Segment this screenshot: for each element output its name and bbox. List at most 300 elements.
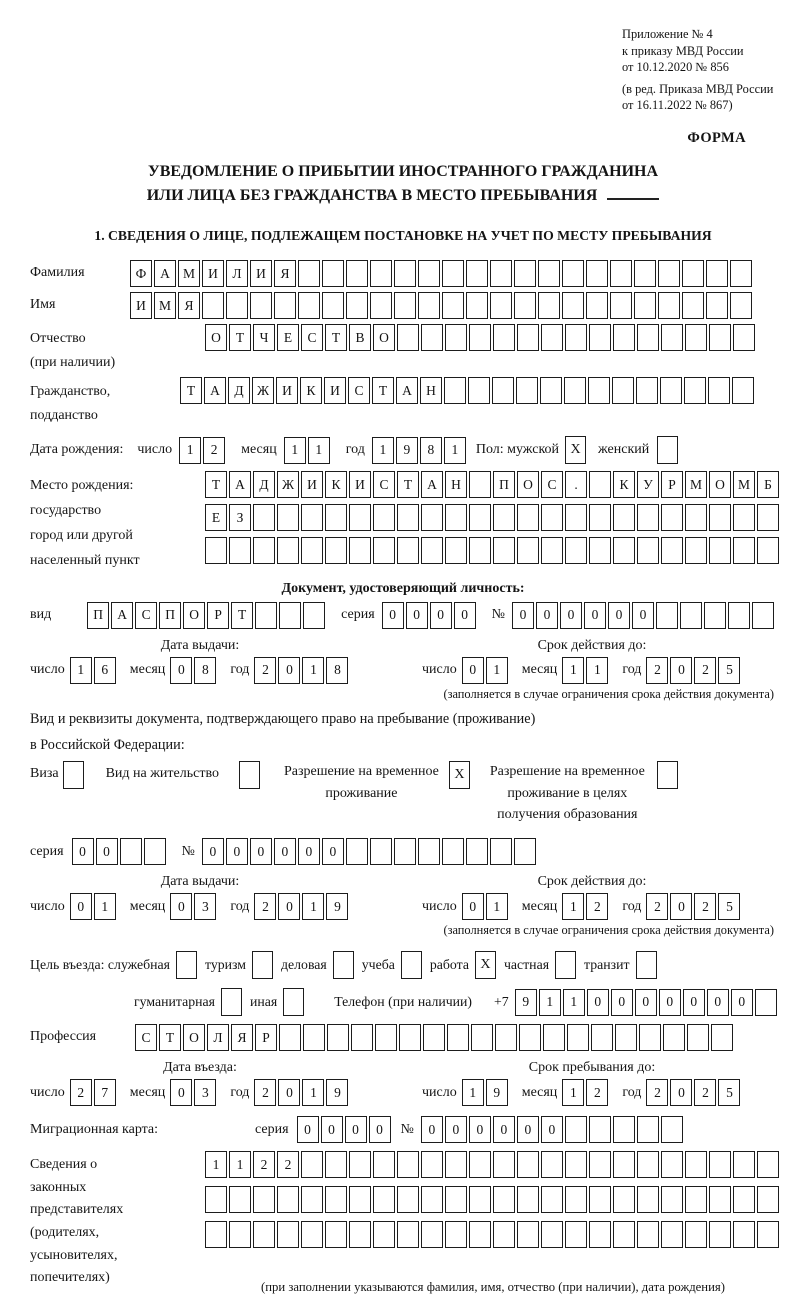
char-cell[interactable] [733, 324, 755, 351]
char-cell[interactable] [687, 1024, 709, 1051]
char-cell[interactable] [346, 260, 368, 287]
char-cell[interactable] [541, 537, 563, 564]
char-cell[interactable]: А [204, 377, 226, 404]
char-cell[interactable] [685, 504, 707, 531]
char-cell[interactable] [538, 292, 560, 319]
char-cell[interactable] [733, 1221, 755, 1248]
char-cell[interactable] [394, 292, 416, 319]
char-cell[interactable]: 0 [632, 602, 654, 629]
char-cell[interactable]: 1 [486, 657, 508, 684]
char-cell[interactable]: 1 [563, 989, 585, 1016]
char-cell[interactable]: 1 [462, 1079, 484, 1106]
char-cell[interactable] [589, 537, 611, 564]
char-cell[interactable] [757, 1221, 779, 1248]
char-cell[interactable] [660, 377, 682, 404]
temp-residence-checkbox[interactable]: X [449, 761, 470, 789]
char-cell[interactable] [733, 537, 755, 564]
char-cell[interactable] [685, 324, 707, 351]
char-cell[interactable]: Т [159, 1024, 181, 1051]
char-cell[interactable] [634, 260, 656, 287]
char-cell[interactable]: 2 [254, 657, 276, 684]
char-cell[interactable] [519, 1024, 541, 1051]
char-cell[interactable] [421, 1151, 443, 1178]
char-cell[interactable]: 0 [536, 602, 558, 629]
char-cell[interactable] [514, 260, 536, 287]
char-cell[interactable]: В [349, 324, 371, 351]
purpose-transit-checkbox[interactable] [636, 951, 657, 979]
char-cell[interactable] [517, 537, 539, 564]
char-cell[interactable]: 9 [515, 989, 537, 1016]
char-cell[interactable] [637, 1151, 659, 1178]
char-cell[interactable] [226, 292, 248, 319]
char-cell[interactable] [685, 537, 707, 564]
char-cell[interactable] [565, 504, 587, 531]
char-cell[interactable] [541, 504, 563, 531]
char-cell[interactable]: 1 [586, 657, 608, 684]
char-cell[interactable] [421, 1221, 443, 1248]
char-cell[interactable] [495, 1024, 517, 1051]
char-cell[interactable] [327, 1024, 349, 1051]
char-cell[interactable] [685, 1221, 707, 1248]
char-cell[interactable]: 0 [345, 1116, 367, 1143]
char-cell[interactable] [370, 838, 392, 865]
char-cell[interactable] [757, 1186, 779, 1213]
char-cell[interactable]: 0 [635, 989, 657, 1016]
char-cell[interactable]: С [348, 377, 370, 404]
char-cell[interactable]: К [325, 471, 347, 498]
char-cell[interactable] [733, 504, 755, 531]
char-cell[interactable] [469, 1151, 491, 1178]
char-cell[interactable] [586, 260, 608, 287]
char-cell[interactable] [421, 537, 443, 564]
char-cell[interactable]: А [421, 471, 443, 498]
char-cell[interactable] [490, 260, 512, 287]
char-cell[interactable]: С [373, 471, 395, 498]
char-cell[interactable] [373, 504, 395, 531]
char-cell[interactable]: 0 [170, 1079, 192, 1106]
char-cell[interactable] [466, 260, 488, 287]
char-cell[interactable]: О [517, 471, 539, 498]
char-cell[interactable]: 0 [454, 602, 476, 629]
char-cell[interactable]: 0 [226, 838, 248, 865]
char-cell[interactable]: П [159, 602, 181, 629]
char-cell[interactable] [423, 1024, 445, 1051]
char-cell[interactable]: С [301, 324, 323, 351]
char-cell[interactable] [541, 1221, 563, 1248]
char-cell[interactable]: 0 [250, 838, 272, 865]
char-cell[interactable] [709, 1151, 731, 1178]
char-cell[interactable]: 1 [562, 1079, 584, 1106]
char-cell[interactable] [253, 1186, 275, 1213]
char-cell[interactable]: И [250, 260, 272, 287]
char-cell[interactable] [447, 1024, 469, 1051]
char-cell[interactable]: 0 [278, 893, 300, 920]
char-cell[interactable] [613, 1116, 635, 1143]
char-cell[interactable]: П [493, 471, 515, 498]
char-cell[interactable]: 0 [170, 893, 192, 920]
char-cell[interactable] [421, 1186, 443, 1213]
char-cell[interactable] [656, 602, 678, 629]
char-cell[interactable] [277, 537, 299, 564]
char-cell[interactable] [370, 292, 392, 319]
char-cell[interactable]: Р [661, 471, 683, 498]
char-cell[interactable] [711, 1024, 733, 1051]
char-cell[interactable]: Т [231, 602, 253, 629]
char-cell[interactable]: 0 [382, 602, 404, 629]
char-cell[interactable] [591, 1024, 613, 1051]
char-cell[interactable] [253, 537, 275, 564]
char-cell[interactable] [682, 260, 704, 287]
char-cell[interactable]: А [154, 260, 176, 287]
char-cell[interactable] [301, 504, 323, 531]
char-cell[interactable] [637, 504, 659, 531]
char-cell[interactable] [637, 537, 659, 564]
char-cell[interactable]: 0 [469, 1116, 491, 1143]
char-cell[interactable] [250, 292, 272, 319]
char-cell[interactable] [517, 1151, 539, 1178]
char-cell[interactable] [325, 1151, 347, 1178]
char-cell[interactable] [733, 1186, 755, 1213]
char-cell[interactable] [445, 1151, 467, 1178]
char-cell[interactable] [612, 377, 634, 404]
char-cell[interactable] [229, 1221, 251, 1248]
char-cell[interactable]: С [135, 602, 157, 629]
char-cell[interactable] [445, 1186, 467, 1213]
char-cell[interactable]: 0 [298, 838, 320, 865]
char-cell[interactable] [346, 292, 368, 319]
char-cell[interactable] [468, 377, 490, 404]
char-cell[interactable] [279, 1024, 301, 1051]
char-cell[interactable] [349, 1221, 371, 1248]
char-cell[interactable] [704, 602, 726, 629]
char-cell[interactable]: Я [178, 292, 200, 319]
char-cell[interactable] [397, 537, 419, 564]
char-cell[interactable]: 1 [94, 893, 116, 920]
char-cell[interactable] [444, 377, 466, 404]
char-cell[interactable]: 0 [587, 989, 609, 1016]
char-cell[interactable] [709, 324, 731, 351]
char-cell[interactable] [661, 537, 683, 564]
char-cell[interactable] [637, 1186, 659, 1213]
char-cell[interactable]: 1 [302, 893, 324, 920]
char-cell[interactable] [493, 1186, 515, 1213]
char-cell[interactable] [543, 1024, 565, 1051]
char-cell[interactable]: 0 [322, 838, 344, 865]
char-cell[interactable] [589, 1221, 611, 1248]
purpose-study-checkbox[interactable] [401, 951, 422, 979]
char-cell[interactable]: 1 [205, 1151, 227, 1178]
char-cell[interactable] [562, 292, 584, 319]
char-cell[interactable] [277, 1186, 299, 1213]
char-cell[interactable]: 0 [707, 989, 729, 1016]
char-cell[interactable]: 0 [611, 989, 633, 1016]
char-cell[interactable]: 0 [445, 1116, 467, 1143]
char-cell[interactable]: 0 [683, 989, 705, 1016]
purpose-other-checkbox[interactable] [283, 988, 304, 1016]
char-cell[interactable] [752, 602, 774, 629]
char-cell[interactable] [682, 292, 704, 319]
char-cell[interactable] [397, 1151, 419, 1178]
char-cell[interactable]: Т [205, 471, 227, 498]
char-cell[interactable] [418, 838, 440, 865]
char-cell[interactable]: 0 [670, 893, 692, 920]
char-cell[interactable] [322, 292, 344, 319]
char-cell[interactable] [490, 838, 512, 865]
char-cell[interactable]: М [154, 292, 176, 319]
char-cell[interactable]: С [135, 1024, 157, 1051]
char-cell[interactable] [490, 292, 512, 319]
char-cell[interactable]: А [396, 377, 418, 404]
char-cell[interactable] [728, 602, 750, 629]
char-cell[interactable]: 7 [94, 1079, 116, 1106]
char-cell[interactable] [442, 260, 464, 287]
char-cell[interactable] [373, 1151, 395, 1178]
char-cell[interactable]: 0 [670, 1079, 692, 1106]
sex-male-checkbox[interactable]: X [565, 436, 586, 464]
char-cell[interactable] [253, 504, 275, 531]
char-cell[interactable] [514, 838, 536, 865]
char-cell[interactable] [709, 1221, 731, 1248]
char-cell[interactable]: 0 [421, 1116, 443, 1143]
char-cell[interactable] [613, 504, 635, 531]
char-cell[interactable]: 2 [646, 657, 668, 684]
char-cell[interactable]: Я [231, 1024, 253, 1051]
char-cell[interactable]: 2 [253, 1151, 275, 1178]
char-cell[interactable] [589, 1116, 611, 1143]
char-cell[interactable] [229, 1186, 251, 1213]
char-cell[interactable] [394, 838, 416, 865]
char-cell[interactable]: 1 [562, 657, 584, 684]
char-cell[interactable]: 2 [254, 893, 276, 920]
char-cell[interactable] [421, 504, 443, 531]
visa-checkbox[interactable] [63, 761, 84, 789]
char-cell[interactable] [565, 1151, 587, 1178]
char-cell[interactable] [373, 1221, 395, 1248]
char-cell[interactable] [757, 537, 779, 564]
char-cell[interactable]: 0 [512, 602, 534, 629]
char-cell[interactable]: 0 [517, 1116, 539, 1143]
char-cell[interactable] [493, 504, 515, 531]
char-cell[interactable]: 0 [170, 657, 192, 684]
char-cell[interactable] [565, 537, 587, 564]
char-cell[interactable]: И [276, 377, 298, 404]
char-cell[interactable] [709, 537, 731, 564]
char-cell[interactable] [325, 537, 347, 564]
char-cell[interactable] [469, 1186, 491, 1213]
char-cell[interactable]: М [685, 471, 707, 498]
char-cell[interactable] [469, 1221, 491, 1248]
char-cell[interactable] [661, 1186, 683, 1213]
char-cell[interactable]: П [87, 602, 109, 629]
char-cell[interactable] [205, 1186, 227, 1213]
char-cell[interactable]: Р [255, 1024, 277, 1051]
char-cell[interactable]: 1 [179, 437, 201, 464]
char-cell[interactable]: Н [445, 471, 467, 498]
char-cell[interactable]: Т [180, 377, 202, 404]
char-cell[interactable]: 1 [302, 1079, 324, 1106]
char-cell[interactable] [277, 1221, 299, 1248]
char-cell[interactable]: 3 [194, 893, 216, 920]
char-cell[interactable] [586, 292, 608, 319]
char-cell[interactable]: 2 [277, 1151, 299, 1178]
char-cell[interactable]: 2 [694, 893, 716, 920]
char-cell[interactable] [658, 292, 680, 319]
char-cell[interactable] [685, 1186, 707, 1213]
char-cell[interactable] [564, 377, 586, 404]
char-cell[interactable] [541, 1151, 563, 1178]
char-cell[interactable] [589, 324, 611, 351]
char-cell[interactable]: И [301, 471, 323, 498]
char-cell[interactable] [517, 1221, 539, 1248]
char-cell[interactable]: 9 [326, 893, 348, 920]
char-cell[interactable]: 0 [608, 602, 630, 629]
char-cell[interactable] [303, 1024, 325, 1051]
char-cell[interactable] [562, 260, 584, 287]
char-cell[interactable]: 0 [541, 1116, 563, 1143]
char-cell[interactable]: О [373, 324, 395, 351]
char-cell[interactable]: Ч [253, 324, 275, 351]
char-cell[interactable]: С [541, 471, 563, 498]
char-cell[interactable] [565, 1221, 587, 1248]
char-cell[interactable]: 0 [278, 1079, 300, 1106]
char-cell[interactable]: 1 [302, 657, 324, 684]
char-cell[interactable]: 8 [420, 437, 442, 464]
char-cell[interactable]: Ж [277, 471, 299, 498]
char-cell[interactable] [349, 1186, 371, 1213]
char-cell[interactable] [493, 1221, 515, 1248]
char-cell[interactable]: Д [253, 471, 275, 498]
char-cell[interactable] [373, 537, 395, 564]
char-cell[interactable]: Я [274, 260, 296, 287]
char-cell[interactable] [349, 504, 371, 531]
char-cell[interactable] [661, 1116, 683, 1143]
char-cell[interactable]: 1 [486, 893, 508, 920]
char-cell[interactable]: 5 [718, 657, 740, 684]
char-cell[interactable]: 2 [646, 893, 668, 920]
char-cell[interactable]: 9 [486, 1079, 508, 1106]
char-cell[interactable]: Л [207, 1024, 229, 1051]
char-cell[interactable]: 2 [586, 893, 608, 920]
char-cell[interactable]: 5 [718, 893, 740, 920]
char-cell[interactable] [757, 1151, 779, 1178]
char-cell[interactable] [588, 377, 610, 404]
char-cell[interactable]: 2 [694, 657, 716, 684]
char-cell[interactable] [279, 602, 301, 629]
char-cell[interactable] [637, 324, 659, 351]
char-cell[interactable] [730, 260, 752, 287]
purpose-work-checkbox[interactable]: X [475, 951, 496, 979]
char-cell[interactable] [709, 504, 731, 531]
char-cell[interactable] [253, 1221, 275, 1248]
char-cell[interactable] [514, 292, 536, 319]
char-cell[interactable]: 0 [406, 602, 428, 629]
char-cell[interactable]: 1 [372, 437, 394, 464]
char-cell[interactable] [375, 1024, 397, 1051]
char-cell[interactable] [589, 1151, 611, 1178]
char-cell[interactable]: О [205, 324, 227, 351]
char-cell[interactable]: И [202, 260, 224, 287]
char-cell[interactable] [466, 292, 488, 319]
char-cell[interactable] [565, 1116, 587, 1143]
char-cell[interactable] [663, 1024, 685, 1051]
char-cell[interactable]: 0 [274, 838, 296, 865]
char-cell[interactable] [301, 1151, 323, 1178]
char-cell[interactable] [730, 292, 752, 319]
char-cell[interactable]: И [130, 292, 152, 319]
char-cell[interactable] [229, 537, 251, 564]
char-cell[interactable]: 1 [284, 437, 306, 464]
char-cell[interactable] [706, 260, 728, 287]
char-cell[interactable] [589, 471, 611, 498]
char-cell[interactable] [397, 504, 419, 531]
char-cell[interactable] [120, 838, 142, 865]
char-cell[interactable]: О [709, 471, 731, 498]
char-cell[interactable] [466, 838, 488, 865]
char-cell[interactable]: 8 [326, 657, 348, 684]
temp-residence-edu-checkbox[interactable] [657, 761, 678, 789]
char-cell[interactable]: 1 [539, 989, 561, 1016]
char-cell[interactable]: 0 [670, 657, 692, 684]
char-cell[interactable] [274, 292, 296, 319]
char-cell[interactable] [397, 1186, 419, 1213]
char-cell[interactable] [397, 324, 419, 351]
char-cell[interactable] [351, 1024, 373, 1051]
char-cell[interactable] [613, 324, 635, 351]
purpose-business-checkbox[interactable] [333, 951, 354, 979]
char-cell[interactable] [399, 1024, 421, 1051]
char-cell[interactable] [684, 377, 706, 404]
char-cell[interactable]: 1 [562, 893, 584, 920]
char-cell[interactable]: Д [228, 377, 250, 404]
char-cell[interactable] [442, 292, 464, 319]
char-cell[interactable] [658, 260, 680, 287]
char-cell[interactable]: А [229, 471, 251, 498]
char-cell[interactable]: 2 [586, 1079, 608, 1106]
char-cell[interactable]: М [733, 471, 755, 498]
char-cell[interactable]: Е [277, 324, 299, 351]
char-cell[interactable] [639, 1024, 661, 1051]
char-cell[interactable] [538, 260, 560, 287]
char-cell[interactable] [540, 377, 562, 404]
char-cell[interactable] [565, 1186, 587, 1213]
char-cell[interactable] [661, 324, 683, 351]
char-cell[interactable] [615, 1024, 637, 1051]
char-cell[interactable] [325, 1186, 347, 1213]
char-cell[interactable]: 0 [462, 657, 484, 684]
char-cell[interactable] [613, 537, 635, 564]
char-cell[interactable] [661, 504, 683, 531]
char-cell[interactable]: Б [757, 471, 779, 498]
char-cell[interactable] [349, 537, 371, 564]
char-cell[interactable] [325, 1221, 347, 1248]
char-cell[interactable]: 0 [278, 657, 300, 684]
char-cell[interactable] [708, 377, 730, 404]
char-cell[interactable] [205, 537, 227, 564]
char-cell[interactable] [471, 1024, 493, 1051]
char-cell[interactable] [493, 537, 515, 564]
char-cell[interactable]: 5 [718, 1079, 740, 1106]
char-cell[interactable] [202, 292, 224, 319]
char-cell[interactable]: О [183, 602, 205, 629]
char-cell[interactable]: И [349, 471, 371, 498]
char-cell[interactable] [445, 537, 467, 564]
char-cell[interactable]: 2 [694, 1079, 716, 1106]
char-cell[interactable]: 1 [308, 437, 330, 464]
char-cell[interactable] [680, 602, 702, 629]
char-cell[interactable]: 6 [94, 657, 116, 684]
char-cell[interactable]: 0 [430, 602, 452, 629]
char-cell[interactable]: 0 [297, 1116, 319, 1143]
